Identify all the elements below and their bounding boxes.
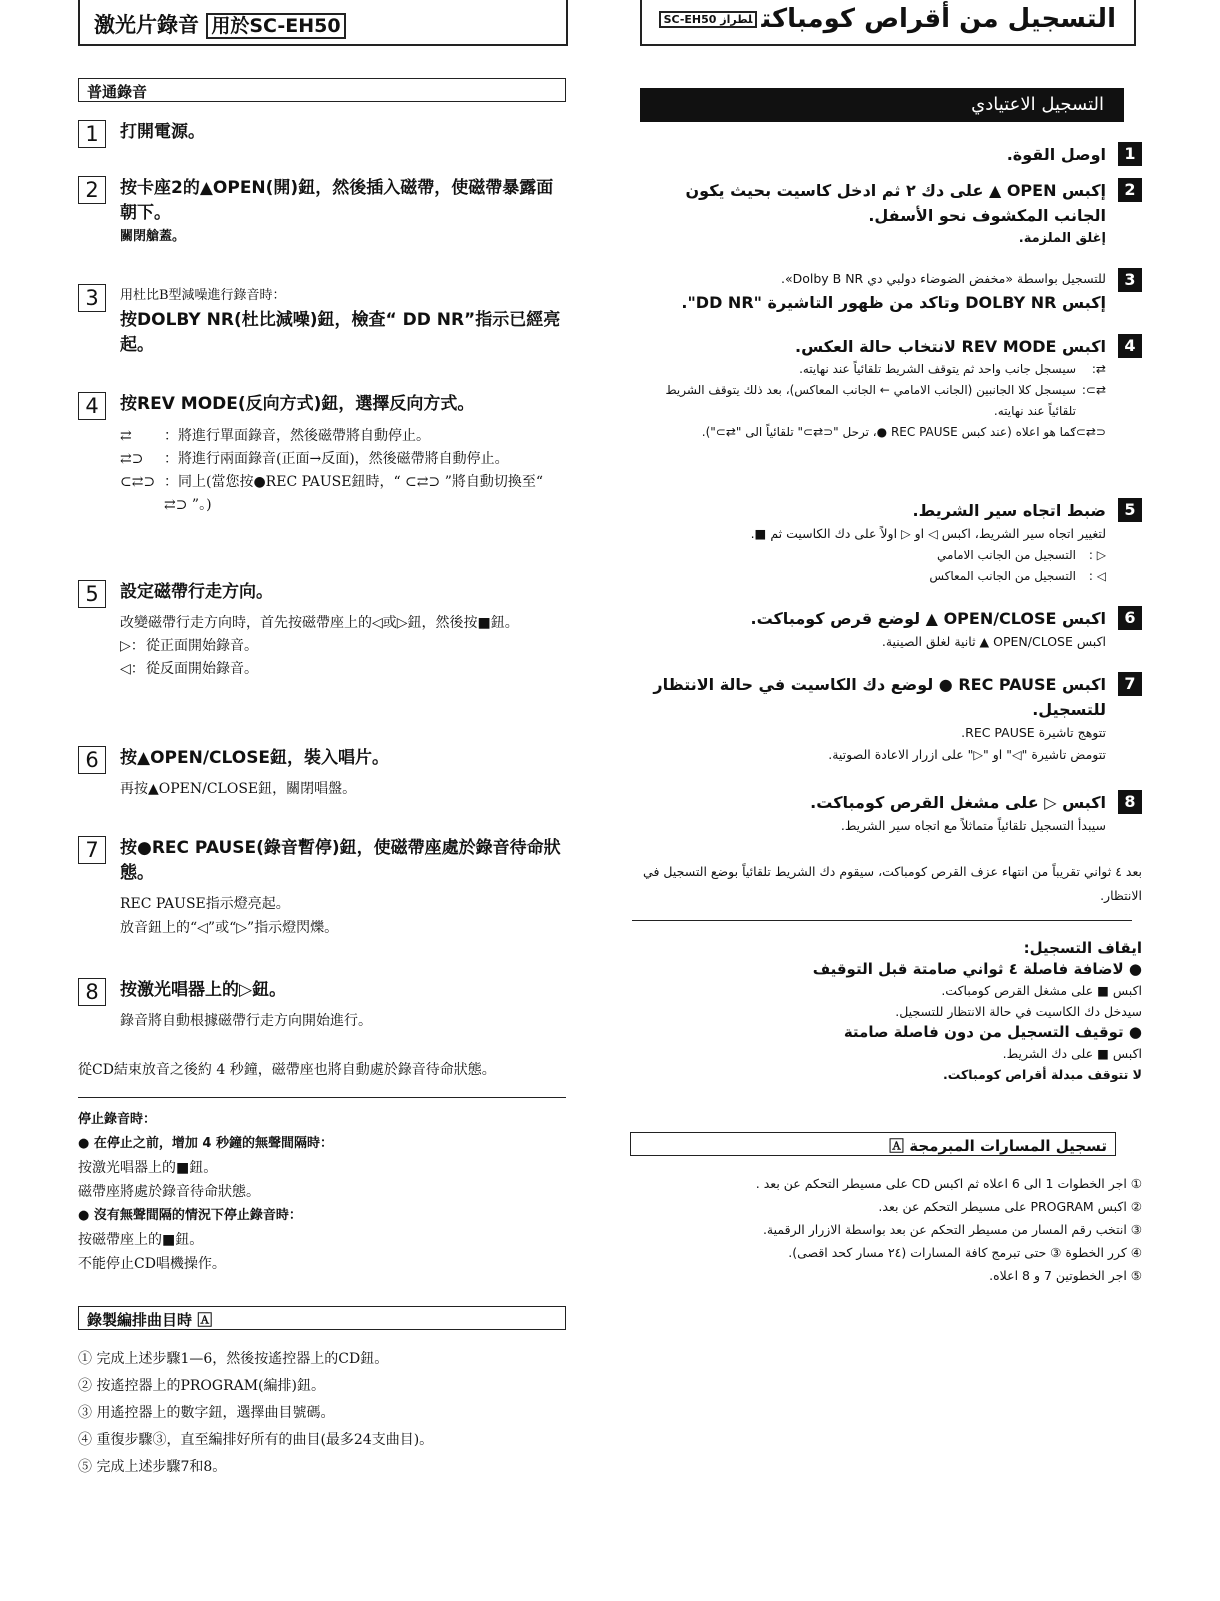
chinese-step-2: 2 按卡座2的▲OPEN(開)鈕，然後插入磁帶，使磁帶暴露面朝下。 關閉艙蓋。 <box>78 176 568 248</box>
chinese-title-box <box>78 0 568 46</box>
chinese-step-8: 8 按激光唱器上的▷鈕。 錄音將自動根據磁帶行走方向開始進行。 <box>78 978 568 1033</box>
chinese-auto-standby-note: 從CD結束放音之後約 4 秒鐘，磁帶座也將自動處於錄音待命狀態。 <box>78 1062 496 1078</box>
chinese-program-steps: ① 完成上述步驟1—6，然後按遙控器上的CD鈕。 ② 按遙控器上的PROGRAM(編排)鈕。 ③ 用遙控器上的數字鈕，選擇曲目號碼。 ④ 重復步驟③，直至編排好所有的曲目(最多24支曲目)。 ⑤ 完成上述步驟7和8。 <box>78 1351 434 1475</box>
chinese-rev-option-2: ⇄⊃ ：將進行兩面錄音(正面→反面)，然後磁帶將自動停止。 <box>120 451 509 467</box>
arabic-step-1: 1 اوصل القوة. <box>642 142 1142 167</box>
arabic-program-steps: ① اجر الخطوات 1 الى 6 اعلاه ثم اكبس CD على مسيطر التحكم عن بعد . ② اكبس PROGRAM على مسيطر التحكم عن بعد. ③ انتخب رقم المسار من مسيطر التحكم عن بعد بواسطة الازرار الرقمية. ④ كرر الخطوة ③ حتى تبرمج كافة المسارات (٢٤ مسار كحد اقصى). ⑤ اجر الخطوتين 7 و 8 اعلاه. <box>755 1176 1142 1283</box>
arabic-title: التسجيل من أقراص كومباكت <box>761 4 1116 34</box>
arabic-auto-standby-note: بعد ٤ ثواني تقريباً من انتهاء عزف القرص كومباكت، سيقوم دك الشريط تلقائياً بوضع التسجيل في الانتظار. <box>643 864 1142 903</box>
chinese-step-3: 3 用杜比B型減噪進行錄音時： 按DOLBY NR(杜比減噪)鈕，檢查“ DD NR”指示已經亮起。 <box>78 284 568 358</box>
chinese-step-5: 5 設定磁帶行走方向。 改變磁帶行走方向時，首先按磁帶座上的◁或▷鈕，然後按■鈕。 ▷： 從正面開始錄音。 ◁： 從反面開始錄音。 <box>78 580 568 681</box>
chinese-step-7: 7 按●REC PAUSE(錄音暫停)鈕，使磁帶座處於錄音待命狀態。 REC PAUSE指示燈亮起。 放音鈕上的“◁”或“▷”指示燈閃爍。 <box>78 836 568 940</box>
arabic-model-label: لطراز SC-EH50 <box>659 11 758 28</box>
chinese-section-normal-recording: 普通錄音 <box>78 78 566 102</box>
divider <box>78 1097 566 1098</box>
chinese-step-4: 4 按REV MODE(反向方式)鈕，選擇反向方式。 ⇄ ：將進行單面錄音，然後磁帶將自動停止。 ⇄⊃ ：將進行兩面錄音(正面→反面)，然後磁帶將自動停止。 ⊂⇄⊃ ：同上(當您按●REC PAUSE鈕時，“ ⊂⇄⊃ ”將自動切換至“ ⇄⊃ ”。) <box>78 392 568 517</box>
arabic-section-normal-recording: التسجيل الاعتيادي <box>640 88 1124 122</box>
chinese-rev-option-1: ⇄ ：將進行單面錄音，然後磁帶將自動停止。 <box>120 428 430 444</box>
arabic-title-box <box>640 0 1136 46</box>
chinese-model-label: 用於SC-EH50 <box>206 13 345 39</box>
chinese-rev-option-3: ⊂⇄⊃ ：同上(當您按●REC PAUSE鈕時，“ ⊂⇄⊃ ”將自動切換至“ ⇄⊃ ”。) <box>120 474 544 513</box>
chinese-step-1: 1 打開電源。 <box>78 120 568 145</box>
chinese-title: 激光片錄音 <box>94 13 199 37</box>
arabic-section-program-recording: تسجيل المسارات المبرمجة 🄰 <box>630 1132 1116 1156</box>
divider <box>632 920 1132 921</box>
arabic-stop-recording: ايقاف التسجيل: ● لاضافة فاصلة ٤ ثواني صامتة قبل التوقيف اكبس ■ على مشغل القرص كومباكت. سيدخل دك الكاسيت في حالة الانتظار للتسجيل. ● توقيف التسجيل من دون فاصلة صامتة اكبس ■ على دك الشريط. لا تتوقف مبدلة أقراص كومباكت. <box>812 939 1142 1082</box>
chinese-section-program-recording: 錄製編排曲目時 🄰 <box>78 1306 566 1330</box>
arabic-step-2: 2 إكبس OPEN ▲ على دك ٢ ثم ادخل كاسيت بحيث يكون الجانب المكشوف نحو الأسفل. إغلق الملزمة. <box>642 178 1142 250</box>
arabic-step-6: 6 اكبس OPEN/CLOSE ▲ لوضع قرص كومباكت. اكبس OPEN/CLOSE ▲ ثانية لغلق الصينية. <box>642 606 1142 653</box>
arabic-step-8: 8 اكبس ▷ على مشغل القرص كومباكت. سيبدأ التسجيل تلقائياً متماثلاً مع اتجاه سير الشريط. <box>642 790 1142 837</box>
arabic-step-7: 7 اكبس REC PAUSE ● لوضع دك الكاسيت في حالة الانتظار للتسجيل. تتوهج تاشيرة REC PAUSE. تتومض تاشيرة "◁" او "▷" على ازرار الاعادة الصوتية. <box>642 672 1142 766</box>
chinese-stop-recording: 停止錄音時： ● 在停止之前，增加 4 秒鐘的無聲間隔時： 按激光唱器上的■鈕。 磁帶座將處於錄音待命狀態。 ● 沒有無聲間隔的情況下停止錄音時： 按磁帶座上的■鈕。 不能停止CD唱機操作。 <box>78 1112 333 1272</box>
arabic-step-5: 5 ضبط اتجاه سير الشريط. لتغيير اتجاه سير الشريط، اكبس ◁ او ▷ اولاً على دك الكاسيت ثم ■. ▷ : التسجيل من الجانب الامامي ◁ : التسجيل من الجانب المعاكس <box>642 498 1142 587</box>
chinese-step-6: 6 按▲OPEN/CLOSE鈕，裝入唱片。 再按▲OPEN/CLOSE鈕，關閉唱盤。 <box>78 746 568 801</box>
arabic-step-4: 4 اكبس REV MODE لانتخاب حالة العكس. ⇄: سيسجل جانب واحد ثم يتوقف الشريط تلقائياً عند نهايته. ⇄⊃: سيسجل كلا الجانبين (الجانب الامامي ← الجانب المعاكس)، بعد ذلك يتوقف الشريط تلقائياً عند نهايته. ⊂⇄⊃: كما هو اعلاه (عند كبس REC PAUSE ●، ترحل "⊂⇄⊃" تلقائياً الى "⇄⊃"). <box>642 334 1142 443</box>
arabic-step-3: 3 للتسجيل بواسطة «مخفض الضوضاء دولبي دي Dolby B NR». إكبس DOLBY NR وتاكد من ظهور التاشيرة "DD NR". <box>642 268 1142 315</box>
